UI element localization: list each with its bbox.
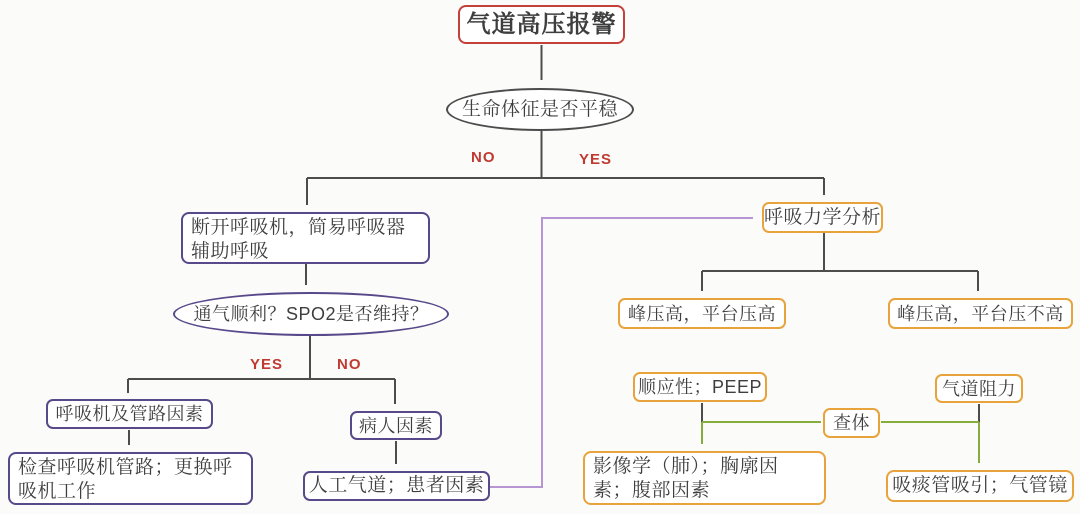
node-peak-high-plateau-high: 峰压高，平台压高 <box>618 298 786 329</box>
node-compliance-peep: 顺应性；PEEP <box>633 372 767 402</box>
decision-vital-signs-stable: 生命体征是否平稳 <box>446 88 634 131</box>
node-respiratory-mechanics-analysis: 呼吸力学分析 <box>762 202 883 233</box>
node-suction-bronchoscopy: 吸痰管吸引；气管镜 <box>886 470 1074 502</box>
node-airway-resistance: 气道阻力 <box>935 374 1023 403</box>
node-physical-exam: 查体 <box>823 408 880 438</box>
node-check-ventilator-circuit: 检查呼吸机管路；更换呼吸机工作 <box>8 452 253 505</box>
edge-label-no-1: NO <box>471 149 496 166</box>
decision-ventilation-ok-spo2: 通气顺利？SPO2是否维持？ <box>173 292 449 336</box>
node-artificial-airway-patient-factors: 人工气道；患者因素 <box>303 471 490 501</box>
node-peak-high-plateau-not-high: 峰压高，平台压不高 <box>888 298 1073 329</box>
edge-label-no-2: NO <box>337 356 362 373</box>
node-ventilator-circuit-factors: 呼吸机及管路因素 <box>46 399 213 429</box>
purple-feedback-connector <box>490 218 753 487</box>
node-disconnect-ventilator-manual-bag: 断开呼吸机，简易呼吸器辅助呼吸 <box>181 212 430 264</box>
node-patient-factors: 病人因素 <box>350 411 442 440</box>
edge-label-yes-1: YES <box>579 151 613 168</box>
node-imaging-chest-abdominal-factors: 影像学（肺）；胸廓因素；腹部因素 <box>583 451 826 505</box>
edge-label-yes-2: YES <box>250 356 284 373</box>
node-airway-high-pressure-alarm: 气道高压报警 <box>458 5 625 44</box>
